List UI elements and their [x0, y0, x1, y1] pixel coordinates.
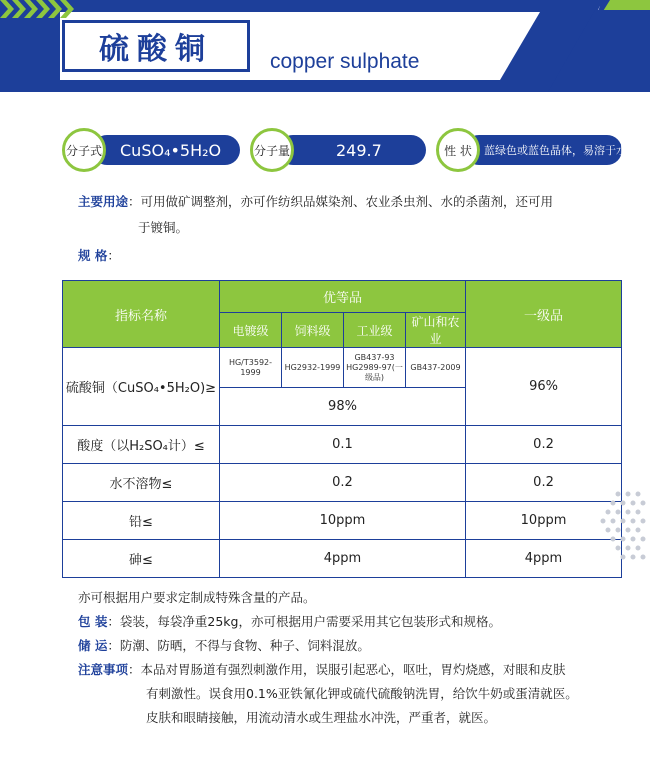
caution-label: 注意事项 [78, 662, 129, 677]
header-premium: 优等品 [220, 281, 466, 313]
property-value: 蓝绿色或蓝色晶体，易溶于水 [484, 144, 627, 157]
storage-label: 储 运 [78, 638, 108, 653]
row-premium-copper-sulphate: 98% [220, 388, 466, 426]
usage-label: 主要用途 [78, 194, 129, 209]
row-first-arsenic: 4ppm [466, 540, 622, 578]
header-first-grade: 一级品 [466, 281, 622, 348]
packing-label: 包 装 [78, 614, 108, 629]
formula-label: 分子式 [62, 128, 106, 172]
subheader-mining: 矿山和农业 [406, 313, 466, 348]
weight-value: 249.7 [336, 140, 382, 160]
row-name-arsenic: 砷≤ [63, 540, 220, 578]
spec-line [78, 246, 120, 266]
header-indicator: 指标名称 [63, 281, 220, 348]
usage-text-1: ：可用做矿调整剂，亦可作纺织品媒染剂、农业杀虫剂、水的杀菌剂，还可用 [128, 194, 554, 209]
caution-text-1: ：本品对胃肠道有强烈刺激作用，误服引起恶心，呕吐，胃灼烧感，对眼和皮肤 [128, 662, 566, 677]
packing-text: ：袋装，每袋净重25kg，亦可根据用户需要采用其它包装形式和规格。 [107, 614, 501, 629]
spec-label: 规 格 [78, 248, 108, 263]
caution-text-3: 皮肤和眼睛接触，用流动清水或生理盐水冲洗，严重者，就医。 [146, 710, 497, 725]
standard-4: GB437-2009 [406, 348, 466, 388]
row-premium-acidity: 0.1 [220, 426, 466, 464]
row-first-lead: 10ppm [466, 502, 622, 540]
subheader-electroplating: 电镀级 [220, 313, 282, 348]
storage-text: ：防潮、防晒，不得与食物、种子、饲料混放。 [107, 638, 370, 653]
subheader-industrial: 工业级 [344, 313, 406, 348]
storage-line [78, 636, 370, 656]
row-premium-insoluble: 0.2 [220, 464, 466, 502]
weight-pill [278, 135, 426, 165]
caution-line-1 [78, 660, 566, 680]
formula-pill [92, 135, 240, 165]
decorative-dots [588, 488, 648, 568]
standard-2: HG2932-1999 [282, 348, 344, 388]
subheader-feed: 饲料级 [282, 313, 344, 348]
weight-label: 分子量 [250, 128, 294, 172]
row-name-lead: 铅≤ [63, 502, 220, 540]
spec-colon: ： [107, 248, 120, 263]
row-name-copper-sulphate: 硫酸铜（CuSO₄•5H₂O)≥ [63, 348, 220, 426]
standard-1: HG/T3592-1999 [220, 348, 282, 388]
standard-3: GB437-93 HG2989-97(一级品) [344, 348, 406, 388]
row-premium-lead: 10ppm [220, 502, 466, 540]
row-first-insoluble: 0.2 [466, 464, 622, 502]
property-pill [464, 135, 627, 165]
usage-text-2: 于镀铜。 [138, 220, 189, 235]
page-subtitle: copper sulphate [270, 50, 420, 73]
caution-text-2: 有刺激性。误食用0.1%亚铁氰化钾或硫代硫酸钠洗胃，给饮牛奶或蛋清就医。 [146, 686, 578, 701]
row-name-insoluble: 水不溶物≤ [63, 464, 220, 502]
chevrons-icon [0, 0, 80, 18]
spec-table [62, 280, 622, 578]
title-box [62, 20, 250, 72]
row-first-copper-sulphate: 96% [466, 348, 622, 426]
property-label: 性 状 [436, 128, 480, 172]
row-name-acidity: 酸度（以H₂SO₄计）≤ [63, 426, 220, 464]
page-title: 硫酸铜 [99, 32, 213, 67]
formula-value: CuSO₄•5H₂O [120, 140, 222, 160]
custom-note: 亦可根据用户要求定制成特殊含量的产品。 [78, 590, 316, 605]
row-first-acidity: 0.2 [466, 426, 622, 464]
row-premium-arsenic: 4ppm [220, 540, 466, 578]
usage-line-1 [78, 192, 553, 212]
packing-line [78, 612, 501, 632]
header-banner [0, 0, 650, 92]
